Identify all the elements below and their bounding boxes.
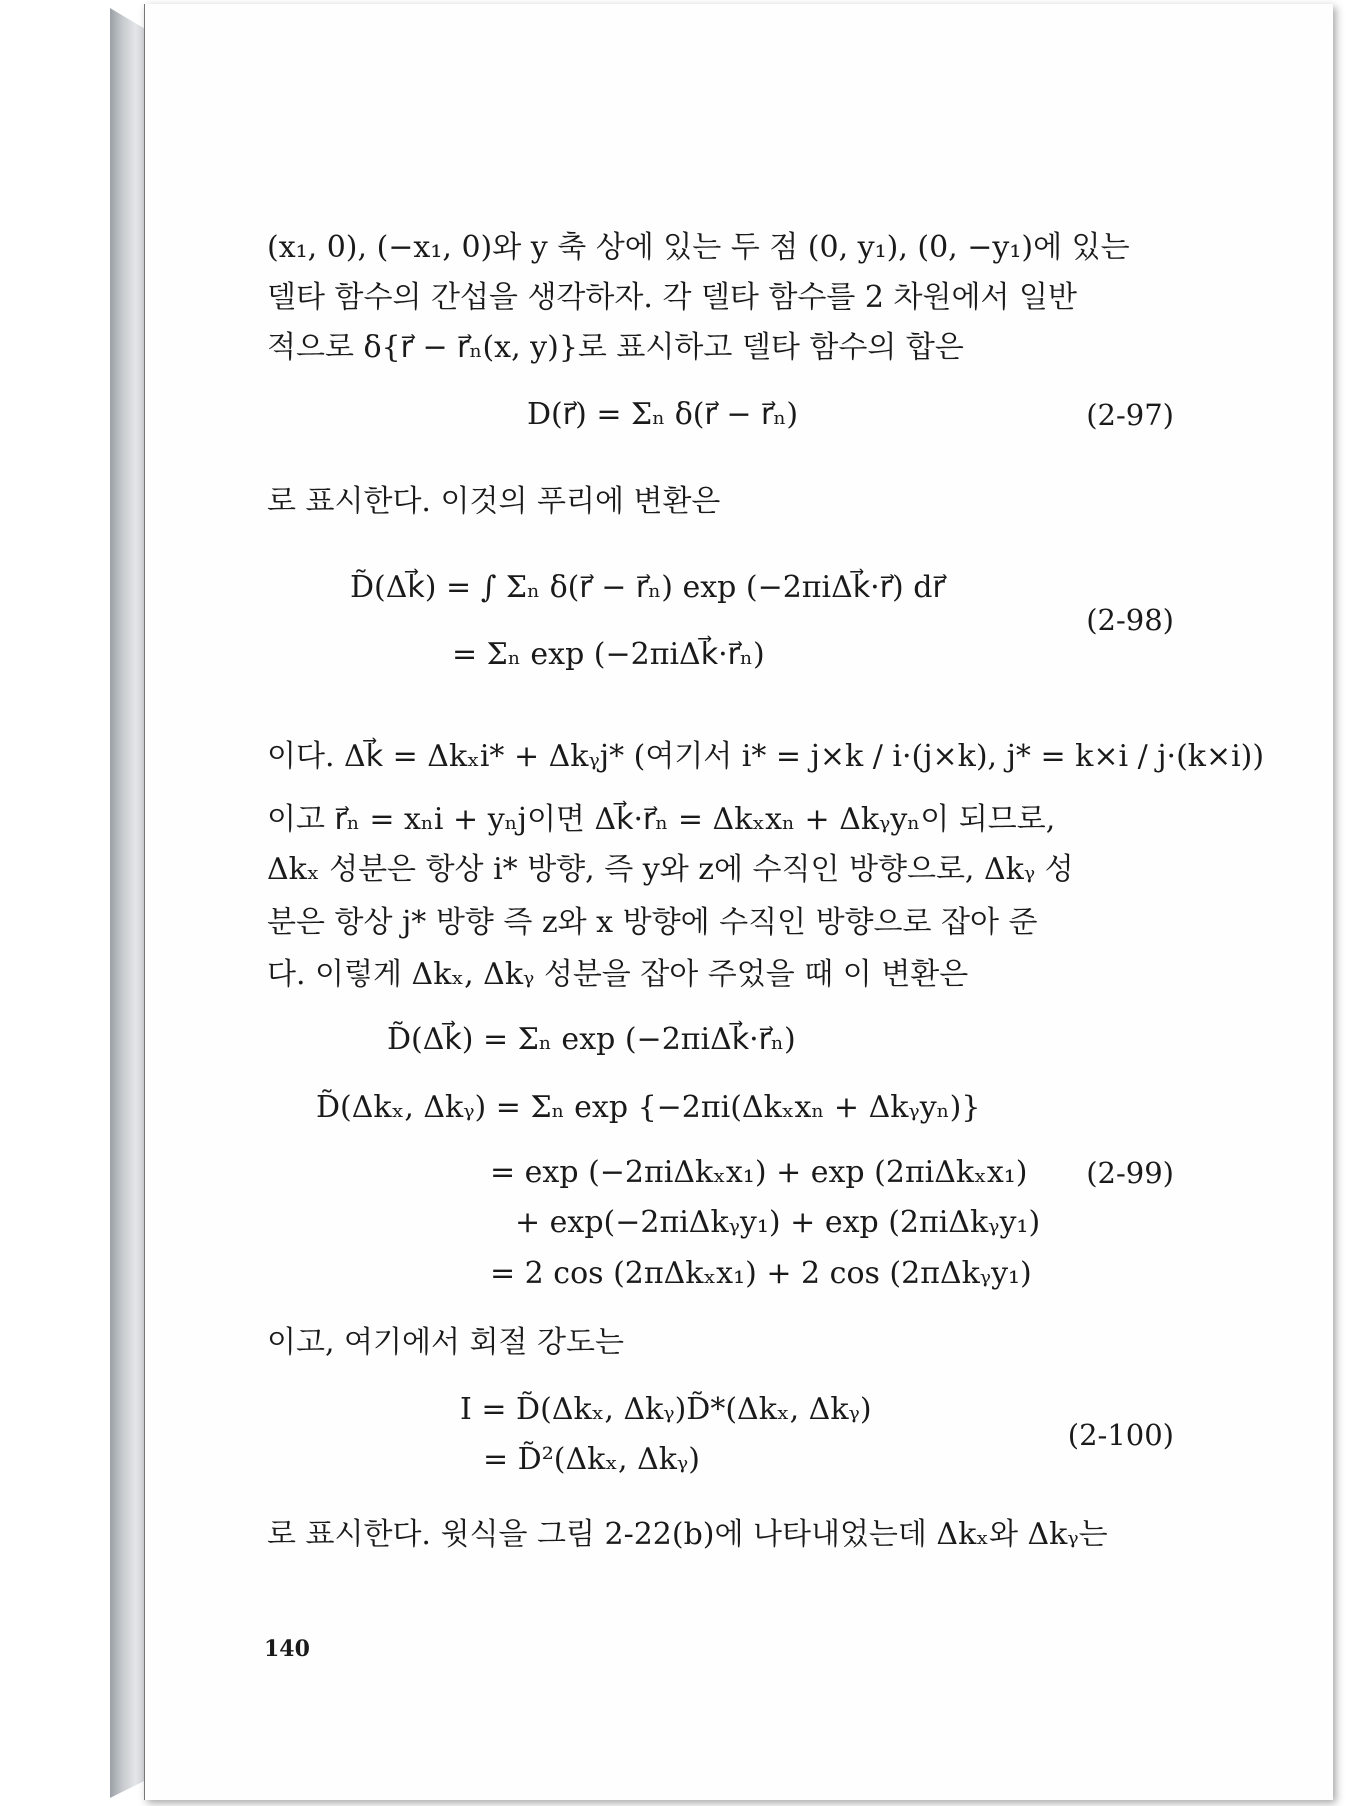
- equation-2-99-line1: D̃(Δk⃗) = Σₙ exp (−2πiΔk⃗·r⃗ₙ): [387, 1022, 796, 1057]
- equation-2-98-line2: = Σₙ exp (−2πiΔk⃗·r⃗ₙ): [452, 637, 765, 672]
- text-line-5: 이다. Δk⃗ = Δkₓi* + Δkᵧj* (여기서 i* = j×k / i·(j×k), j* = k×i / j·(k×i)): [267, 739, 1265, 774]
- text-line-7: Δkₓ 성분은 항상 i* 방향, 즉 y와 z에 수직인 방향으로, Δkᵧ 성: [267, 852, 1074, 887]
- text-line-3: 적으로 δ{r⃗ − r⃗ₙ(x, y)}로 표시하고 델타 함수의 합은: [267, 330, 964, 365]
- text-line-4: 로 표시한다. 이것의 푸리에 변환은: [267, 484, 721, 519]
- equation-2-99-line2: D̃(Δkₓ, Δkᵧ) = Σₙ exp {−2πi(Δkₓxₙ + Δkᵧyₙ)}: [316, 1090, 981, 1125]
- equation-number-2-99: (2-99): [1086, 1156, 1174, 1190]
- page-number: 140: [264, 1636, 310, 1662]
- equation-2-99-line3: = exp (−2πiΔkₓx₁) + exp (2πiΔkₓx₁): [490, 1155, 1028, 1190]
- text-line-2: 델타 함수의 간섭을 생각하자. 각 델타 함수를 2 차원에서 일반: [267, 280, 1077, 315]
- text-line-9: 다. 이렇게 Δkₓ, Δkᵧ 성분을 잡아 주었을 때 이 변환은: [267, 957, 969, 992]
- equation-number-2-97: (2-97): [1086, 398, 1174, 432]
- equation-2-99-line4: + exp(−2πiΔkᵧy₁) + exp (2πiΔkᵧy₁): [515, 1205, 1041, 1240]
- text-line-10: 이고, 여기에서 회절 강도는: [267, 1325, 624, 1360]
- equation-2-100-line2: = D̃²(Δkₓ, Δkᵧ): [483, 1442, 700, 1477]
- equation-2-97: D(r⃗) = Σₙ δ(r⃗ − r⃗ₙ): [527, 397, 799, 432]
- text-line-1: (x₁, 0), (−x₁, 0)와 y 축 상에 있는 두 점 (0, y₁), (0, −y₁)에 있는: [267, 230, 1130, 265]
- equation-2-100-line1: I = D̃(Δkₓ, Δkᵧ)D̃*(Δkₓ, Δkᵧ): [460, 1392, 872, 1427]
- text-line-11: 로 표시한다. 윗식을 그림 2-22(b)에 나타내었는데 Δkₓ와 Δkᵧ는: [267, 1517, 1108, 1552]
- text-line-6: 이고 r⃗ₙ = xₙi + yₙj이면 Δk⃗·r⃗ₙ = Δkₓxₙ + Δkᵧyₙ이 되므로,: [267, 802, 1056, 837]
- equation-number-2-98: (2-98): [1086, 603, 1174, 637]
- equation-2-99-line5: = 2 cos (2πΔkₓx₁) + 2 cos (2πΔkᵧy₁): [490, 1256, 1032, 1291]
- text-line-8: 분은 항상 j* 방향 즉 z와 x 방향에 수직인 방향으로 잡아 준: [267, 905, 1038, 940]
- equation-2-98-line1: D̃(Δk⃗) = ∫ Σₙ δ(r⃗ − r⃗ₙ) exp (−2πiΔk⃗·r⃗) dr⃗: [350, 570, 945, 605]
- equation-number-2-100: (2-100): [1067, 1418, 1174, 1452]
- book-spine: [110, 8, 146, 1798]
